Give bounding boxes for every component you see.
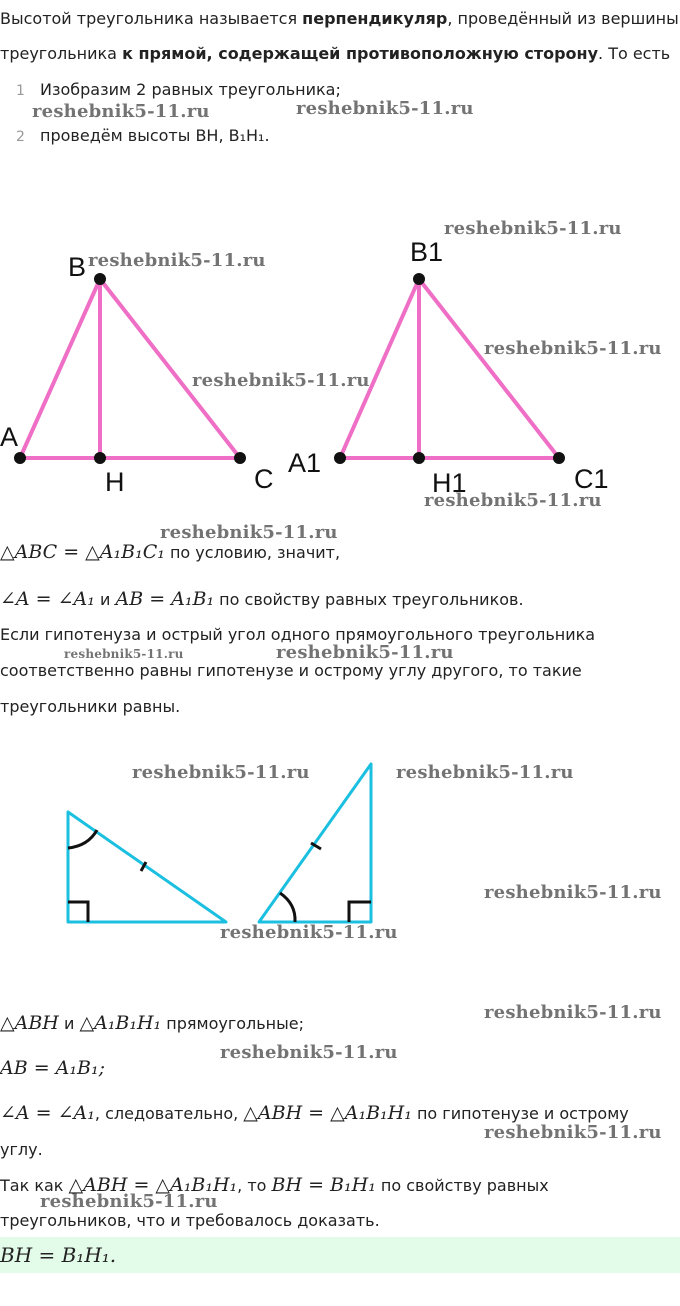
rule-line-2: соответственно равны гипотенузе и острому углу другого, то такие xyxy=(0,661,582,680)
triangle-a1b1c1 xyxy=(340,279,559,458)
angle-arc-left xyxy=(68,830,97,848)
watermark: reshebnik5-11.ru xyxy=(296,98,474,119)
watermark: reshebnik5-11.ru xyxy=(192,370,370,391)
point-a xyxy=(14,452,26,464)
step-item-2: 2 проведём высоты BH, B₁H₁. xyxy=(16,126,270,145)
conclusion-line-2: AB = A₁B₁; xyxy=(0,1057,106,1079)
triangle-abc xyxy=(20,279,240,458)
label-a: A xyxy=(0,422,19,452)
label-b: B xyxy=(68,252,87,282)
step-item-1: 1 Изобразим 2 равных треугольника; xyxy=(16,80,341,99)
intro-line-2: треугольника к прямой, содержащей противоположную сторону. То есть xyxy=(0,44,671,63)
watermark: reshebnik5-11.ru xyxy=(132,762,310,783)
rule-line-1: Если гипотенуза и острый угол одного прямоугольного треугольника xyxy=(0,625,596,644)
angle-arc-right xyxy=(280,893,295,922)
proof-line-1: △ABC = △A₁B₁C₁ по условию, значит, xyxy=(0,541,341,563)
answer-box xyxy=(0,1237,680,1273)
answer-text: BH = B₁H₁. xyxy=(0,1243,117,1267)
label-c1: C1 xyxy=(574,464,609,494)
right-triangle-right xyxy=(259,764,371,922)
watermark: reshebnik5-11.ru xyxy=(32,101,210,122)
conclusion-line-3b: углу. xyxy=(0,1140,43,1159)
intro-line-1: Высотой треугольника называется перпендикуляр, проведённый из вершины xyxy=(0,9,679,28)
right-angle-mark-right xyxy=(349,902,371,922)
point-h xyxy=(94,452,106,464)
point-b1 xyxy=(413,273,425,285)
watermark: reshebnik5-11.ru xyxy=(276,642,454,663)
watermark: reshebnik5-11.ru xyxy=(220,922,398,943)
watermark: reshebnik5-11.ru xyxy=(484,882,662,903)
rule-line-3: треугольники равны. xyxy=(0,697,181,716)
watermark: reshebnik5-11.ru xyxy=(160,522,338,543)
point-c1 xyxy=(553,452,565,464)
watermark: reshebnik5-11.ru xyxy=(220,1042,398,1063)
conclusion-line-1: △ABH и △A₁B₁H₁ прямоугольные; xyxy=(0,1012,305,1034)
point-c xyxy=(234,452,246,464)
conclusion-line-3: ∠A = ∠A₁, следовательно, △ABH = △A₁B₁H₁ по гипотенузе и острому xyxy=(0,1102,629,1124)
watermark: reshebnik5-11.ru xyxy=(40,1191,218,1212)
watermark: reshebnik5-11.ru xyxy=(484,1122,662,1143)
watermark: reshebnik5-11.ru xyxy=(424,490,602,511)
label-c: C xyxy=(254,464,274,494)
watermark: reshebnik5-11.ru xyxy=(88,250,266,271)
proof-line-2: ∠A = ∠A₁ и AB = A₁B₁ по свойству равных треугольников. xyxy=(0,588,524,610)
point-h1 xyxy=(413,452,425,464)
conclusion-line-5: треугольников, что и требовалось доказать. xyxy=(0,1211,380,1230)
point-b xyxy=(94,273,106,285)
watermark: reshebnik5-11.ru xyxy=(64,647,184,661)
conclusion-line-4: Так как △ABH = △A₁B₁H₁, то BH = B₁H₁ по свойству равных xyxy=(0,1174,549,1196)
watermark: reshebnik5-11.ru xyxy=(484,1002,662,1023)
label-a1: A1 xyxy=(288,448,322,478)
right-triangle-left xyxy=(68,812,226,922)
watermark: reshebnik5-11.ru xyxy=(484,338,662,359)
label-b1: B1 xyxy=(410,237,444,267)
label-h: H xyxy=(105,467,125,497)
label-h1: H1 xyxy=(432,468,467,498)
right-angle-mark-left xyxy=(68,902,88,922)
right-triangles-figure xyxy=(0,740,680,940)
point-a1 xyxy=(334,452,346,464)
watermark: reshebnik5-11.ru xyxy=(444,218,622,239)
watermark: reshebnik5-11.ru xyxy=(396,762,574,783)
